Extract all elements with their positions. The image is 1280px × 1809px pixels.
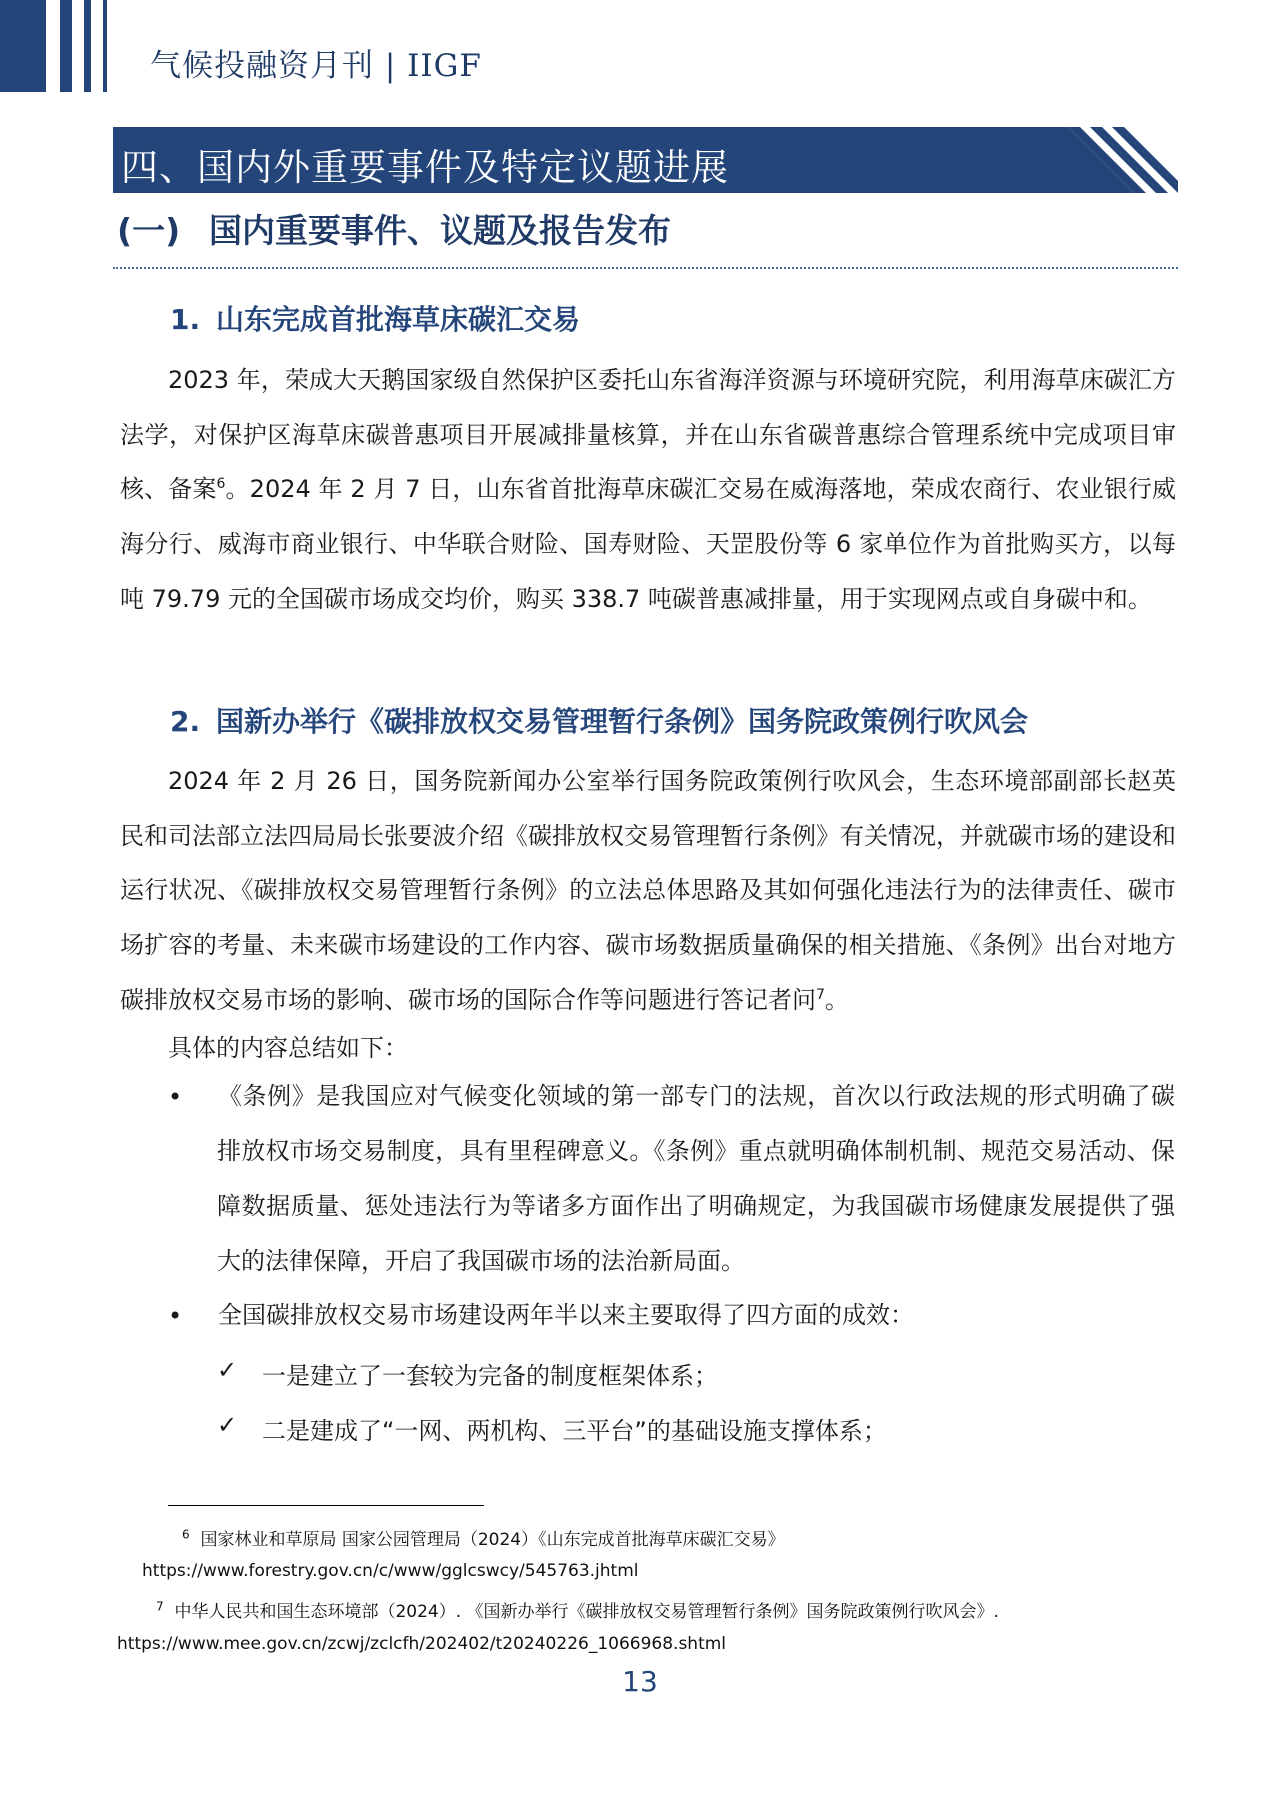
footnote-6-number: 6 <box>182 1527 190 1542</box>
section-banner <box>113 127 1178 193</box>
subsection-number: (一) <box>117 211 181 250</box>
footnote-7-text: 中华人民共和国生态环境部（2024）. 《国新办举行《碳排放权交易管理暂行条例》国务院政策例行吹风会》. <box>174 1602 999 1622</box>
subsection-title: 国内重要事件、议题及报告发布 <box>209 211 671 250</box>
bullet-marker: • <box>168 1302 183 1330</box>
footnote-6-text: 国家林业和草原局 国家公园管理局（2024）《山东完成首批海草床碳汇交易》 <box>200 1530 785 1550</box>
footnote-6 <box>182 1525 785 1550</box>
item2-text: 2024 年 2 月 26 日，国务院新闻办公室举行国务院政策例行吹风会，生态环境部副部长赵英民和司法部立法四局局长张要波介绍《碳排放权交易管理暂行条例》有关情况，并就碳市场的建设和运行状况、《碳排放权交易管理暂行条例》的立法总体思路及其如何强化违法行为的法律责任、碳市场扩容的考量、未来碳市场建设的工作内容、碳市场数据质量确保的相关措施、《条例》出台对地方碳排放权交易市场的影响、碳市场的国际合作等问题进行答记者问 <box>120 767 1176 1014</box>
check-item: 一是建立了一套较为完备的制度框架体系； <box>262 1362 718 1390</box>
bullet-marker: • <box>168 1083 183 1111</box>
check-icon: ✓ <box>217 1356 238 1384</box>
item2-number: 2. <box>170 705 201 738</box>
footnote-7-number: 7 <box>156 1599 164 1614</box>
header-logo-bars <box>0 0 120 95</box>
item2-heading <box>170 700 1028 740</box>
footnote-ref-7[interactable]: 7 <box>816 986 825 1003</box>
footnote-7 <box>156 1597 999 1622</box>
check-icon: ✓ <box>217 1411 238 1439</box>
banner-stripes-decoration <box>1068 127 1178 193</box>
item1-heading <box>170 298 580 338</box>
section-title: 四、国内外重要事件及特定议题进展 <box>121 146 729 189</box>
item2-text-tail: 。 <box>824 985 849 1014</box>
bullet-item: 全国碳排放权交易市场建设两年半以来主要取得了四方面的成效： <box>218 1301 914 1329</box>
subsection-heading <box>117 205 671 252</box>
item2-title: 国新办举行《碳排放权交易管理暂行条例》国务院政策例行吹风会 <box>216 705 1029 738</box>
dotted-divider <box>113 267 1178 269</box>
item1-text: 2023 年，荣成大天鹅国家级自然保护区委托山东省海洋资源与环境研究院，利用海草床碳汇方法学，对保护区海草床碳普惠项目开展减排量核算，并在山东省碳普惠综合管理系统中完成项目审核、备案 <box>120 366 1176 504</box>
summary-intro: 具体的内容总结如下： <box>168 1034 408 1062</box>
item1-title: 山东完成首批海草床碳汇交易 <box>216 303 581 336</box>
footnote-6-url[interactable]: https://www.forestry.gov.cn/c/www/gglcswcy/545763.jhtml <box>142 1561 639 1581</box>
item1-number: 1. <box>170 303 201 336</box>
footnote-7-url[interactable]: https://www.mee.gov.cn/zcwj/zclcfh/202402/t20240226_1066968.shtml <box>117 1634 727 1654</box>
footnote-ref-6[interactable]: 6 <box>216 476 226 493</box>
footnote-rule <box>168 1505 484 1506</box>
item2-paragraph <box>120 754 1176 1028</box>
item1-text-tail: 。2024 年 2 月 7 日，山东省首批海草床碳汇交易在威海落地，荣成农商行、农业银行威海分行、威海市商业银行、中华联合财险、国寿财险、天罡股份等 6 家单位作为首批购买方，以每吨 79.79 元的全国碳市场成交均价，购买 338.7 吨碳普惠减排量，用于实现网点或自身碳中和。 <box>120 475 1176 613</box>
check-item: 二是建成了“一网、两机构、三平台”的基础设施支撑体系； <box>262 1417 887 1445</box>
bullet-item: 《条例》是我国应对气候变化领域的第一部专门的法规，首次以行政法规的形式明确了碳排放权市场交易制度，具有里程碑意义。《条例》重点就明确体制机制、规范交易活动、保障数据质量、惩处违法行为等诸多方面作出了明确规定，为我国碳市场健康发展提供了强大的法律保障，开启了我国碳市场的法治新局面。 <box>217 1082 1175 1275</box>
journal-title: 气候投融资月刊 | IIGF <box>150 48 482 84</box>
item1-paragraph <box>120 353 1176 627</box>
page-number: 13 <box>622 1665 658 1698</box>
